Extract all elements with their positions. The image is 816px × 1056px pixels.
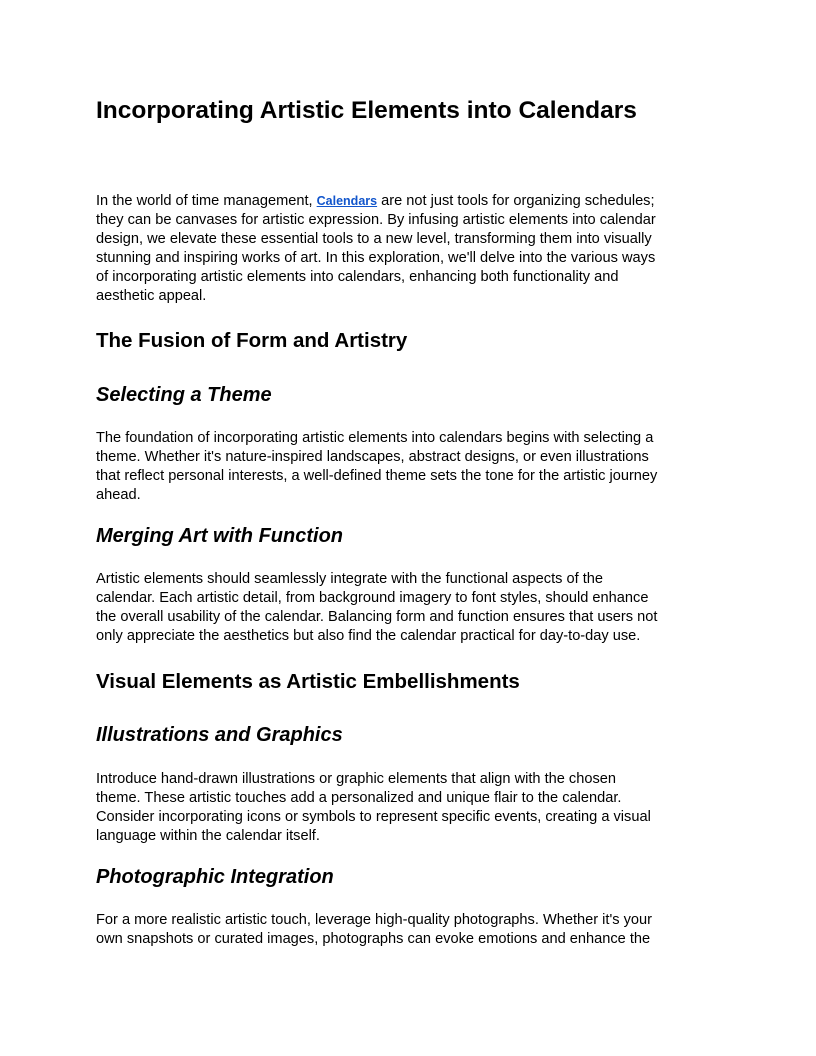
intro-line: they can be canvases for artistic expression. By infusing artistic elements into calendar [96,211,656,228]
document-title: Incorporating Artistic Elements into Calendars [96,97,637,124]
subheading-merging-art: Merging Art with Function [96,525,344,547]
intro-line [96,192,720,211]
intro-text-before-link: In the world of time management, [96,193,317,209]
paragraph-line: Introduce hand-drawn illustrations or graphic elements that align with the chosen [96,771,616,787]
paragraph-line: Artistic elements should seamlessly integrate with the functional aspects of the [96,571,603,587]
paragraph-line: language within the calendar itself. [96,827,320,844]
paragraph-line: theme. These artistic touches add a personalized and unique flair to the calendar. [96,789,622,806]
paragraph-line: only appreciate the aesthetics but also find the calendar practical for day-to-day use. [96,627,641,644]
section-heading-visual-elements: Visual Elements as Artistic Embellishments [96,670,520,693]
paragraph-selecting-theme [96,429,720,505]
subheading-photographic: Photographic Integration [96,866,334,888]
paragraph-illustrations [96,770,720,846]
intro-paragraph [96,192,720,305]
calendars-link[interactable]: Calendars [316,194,378,208]
paragraph-line: that reflect personal interests, a well-defined theme sets the tone for the artistic journey [96,467,658,484]
intro-line: of incorporating artistic elements into calendars, enhancing both functionality and [96,268,619,285]
intro-line: aesthetic appeal. [96,287,207,304]
paragraph-line: Consider incorporating icons or symbols to represent specific events, creating a visual [96,808,651,825]
subheading-illustrations: Illustrations and Graphics [96,724,343,746]
section-heading-fusion: The Fusion of Form and Artistry [96,329,408,352]
intro-line: stunning and inspiring works of art. In this exploration, we'll delve into the various ways [96,249,656,266]
subheading-selecting-theme: Selecting a Theme [96,384,272,406]
paragraph-line: the overall usability of the calendar. Balancing form and function ensures that users not [96,608,658,625]
paragraph-photographic [96,911,720,949]
paragraph-line: own snapshots or curated images, photographs can evoke emotions and enhance the [96,930,651,947]
paragraph-line: For a more realistic artistic touch, leverage high-quality photographs. Whether it's your [96,912,652,928]
paragraph-line: ahead. [96,486,141,503]
paragraph-line: theme. Whether it's nature-inspired landscapes, abstract designs, or even illustrations [96,448,649,465]
intro-text-after-link: are not just tools for organizing schedules; [377,193,655,209]
intro-line: design, we elevate these essential tools to a new level, transforming them into visually [96,230,652,247]
paragraph-merging-art [96,570,720,646]
paragraph-line: The foundation of incorporating artistic elements into calendars begins with selecting a [96,430,654,446]
paragraph-line: calendar. Each artistic detail, from background imagery to font styles, should enhance [96,589,649,606]
